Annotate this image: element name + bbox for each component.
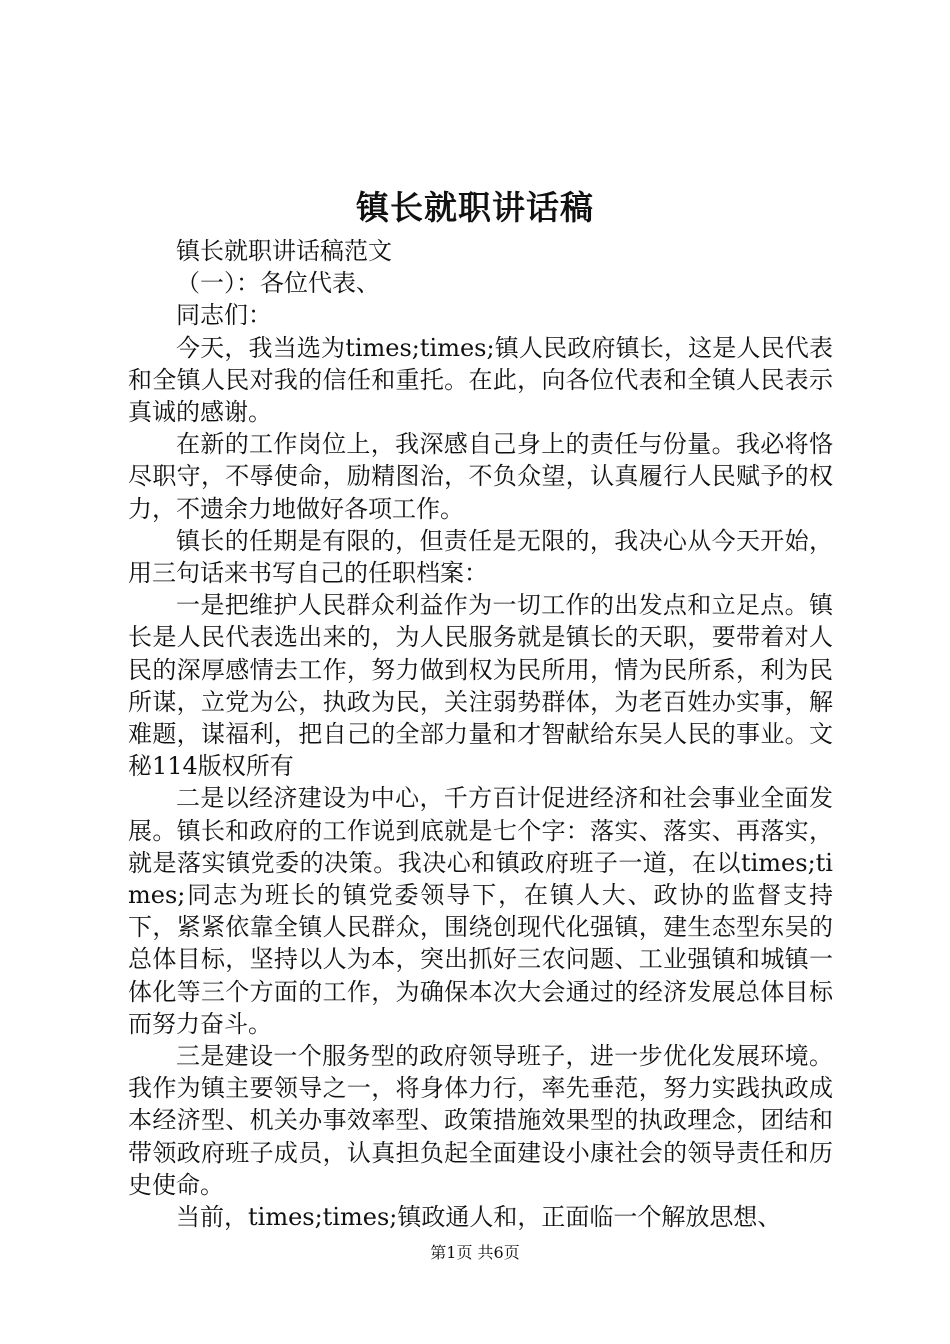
paragraph-section-heading: （一）：各位代表、	[176, 269, 380, 298]
paragraph-body: 三是建设一个服务型的政府领导班子，进一步优化发展环境。我作为镇主要领导之一，将身体力行，率先垂范，努力实践执政成本经济型、机关办事效率型、政策措施效果型的执政理念，团结和带领政府班子成员，认真担负起全面建设小康社会的领导责任和历史使命。	[128, 1042, 833, 1199]
paragraph-salutation: 同志们：	[176, 301, 272, 330]
paragraph-body: 镇长的任期是有限的，但责任是无限的，我决心从今天开始，用三句话来书写自己的任职档案：	[128, 526, 833, 588]
document-body	[128, 235, 833, 1233]
page-number-footer: 第1页 共6页	[430, 1243, 520, 1262]
paragraph-body: 今天，我当选为times;times;镇人民政府镇长，这是人民代表和全镇人民对我的信任和重托。在此，向各位代表和全镇人民表示真诚的感谢。	[128, 333, 833, 427]
paragraph-subtitle: 镇长就职讲话稿范文	[176, 237, 392, 265]
paragraph-body: 当前，times;times;镇政通人和，正面临一个解放思想、	[176, 1203, 782, 1232]
paragraph-body: 在新的工作岗位上，我深感自己身上的责任与份量。我必将恪尽职守，不辱使命，励精图治，不负众望，认真履行人民赋予的权力，不遗余力地做好各项工作。	[128, 430, 833, 523]
document-title: 镇长就职讲话稿	[356, 188, 594, 227]
paragraph-body: 二是以经济建设为中心，千方百计促进经济和社会事业全面发展。镇长和政府的工作说到底就是七个字：落实、落实、再落实，就是落实镇党委的决策。我决心和镇政府班子一道，在以times;times;同志为班长的镇党委领导下，在镇人大、政协的监督支持下，紧紧依靠全镇人民群众，围绕创现代化强镇，建生态型东吴的总体目标，坚持以人为本，突出抓好三农问题、工业强镇和城镇一体化等三个方面的工作，为确保本次大会通过的经济发展总体目标而努力奋斗。	[128, 784, 833, 1038]
paragraph-body: 一是把维护人民群众利益作为一切工作的出发点和立足点。镇长是人民代表选出来的，为人民服务就是镇长的天职，要带着对人民的深厚感情去工作，努力做到权为民所用，情为民所系，利为民所谋，立党为公，执政为民，关注弱势群体，为老百姓办实事，解难题，谋福利，把自己的全部力量和才智献给东吴人民的事业。文秘114版权所有	[128, 591, 833, 781]
